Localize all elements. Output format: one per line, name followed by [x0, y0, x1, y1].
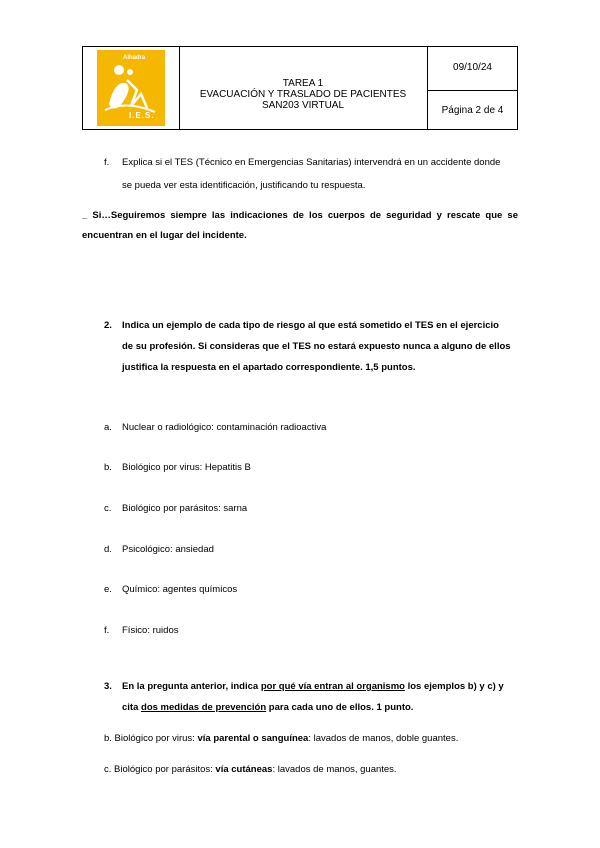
item-f-line1: Explica si el TES (Técnico en Emergencias Sanitarias) intervendrá en un accidente donde — [122, 157, 501, 168]
answer-f-line1: _ Si…Seguiremos siempre las indicaciones de los cuerpos de seguridad y rescate que se — [82, 210, 518, 221]
item-f-marker: f. — [104, 157, 110, 168]
header-table — [82, 46, 518, 130]
course-code: SAN203 VIRTUAL — [261, 100, 345, 111]
risk-b-marker: b. — [104, 462, 112, 473]
answer-f-line2: encuentran en el lugar del incidente. — [82, 230, 247, 241]
answer3-c — [104, 764, 397, 776]
answer3-b — [104, 733, 458, 745]
logo-text-bottom: I.E.S. — [129, 111, 155, 120]
answer3-b-prefix: b. Biológico por virus: — [104, 733, 198, 744]
q3-line2 — [122, 702, 413, 714]
risk-c-text: Biológico por parásitos: sarna — [122, 503, 248, 514]
date-cell — [428, 47, 517, 91]
q2-number: 2. — [104, 320, 112, 331]
q3-line2-underlined: dos medidas de prevención — [141, 702, 267, 713]
q3-line1 — [122, 681, 504, 693]
date-text: 09/10/24 — [453, 62, 492, 73]
risk-d-marker: d. — [104, 544, 112, 555]
risk-a-text: Nuclear o radiológico: contaminación radioactiva — [122, 422, 327, 433]
risk-e-text: Químico: agentes químicos — [122, 584, 238, 595]
q3-number: 3. — [104, 681, 112, 692]
q2-line2: de su profesión. Si consideras que el TES no estará expuesto nunca a alguno de ellos — [122, 341, 511, 352]
q3-line1-a: En la pregunta anterior, indica — [122, 681, 261, 692]
risk-f-text: Físico: ruidos — [122, 625, 179, 636]
answer3-b-rest: : lavados de manos, doble guantes. — [308, 733, 459, 744]
risk-b-text: Biológico por virus: Hepatitis B — [122, 462, 251, 473]
risk-f-marker: f. — [104, 625, 110, 636]
answer3-c-route: vía cutáneas — [215, 764, 273, 775]
school-logo-cell — [83, 47, 180, 129]
risk-a-marker: a. — [104, 422, 112, 433]
q3-line2-b: para cada uno de ellos. 1 punto. — [266, 702, 414, 713]
answer3-c-prefix: c. Biológico por parásitos: — [104, 764, 216, 775]
task-subtitle: EVACUACIÓN Y TRASLADO DE PACIENTES — [199, 89, 407, 100]
answer3-b-route: vía parental o sanguínea — [197, 733, 309, 744]
answer3-c-rest: : lavados de manos, guantes. — [272, 764, 397, 775]
logo-text-top: Alhadra — [123, 55, 146, 61]
risk-e-marker: e. — [104, 584, 112, 595]
q3-line1-underlined: por qué vía entran al organismo — [260, 681, 405, 692]
task-title: TAREA 1 — [282, 78, 324, 89]
header-title-cell — [179, 47, 428, 129]
page-number: Página 2 de 4 — [441, 105, 504, 116]
q2-line1: Indica un ejemplo de cada tipo de riesgo al que está sometido el TES en el ejercicio — [122, 320, 499, 331]
item-f-line2: se pueda ver esta identificación, justificando tu respuesta. — [122, 180, 366, 191]
q3-line1-b: los ejemplos b) y c) y — [404, 681, 504, 692]
q2-line3: justifica la respuesta en el apartado correspondiente. 1,5 puntos. — [122, 362, 416, 373]
q3-line2-a: cita — [122, 702, 142, 713]
risk-c-marker: c. — [104, 503, 112, 514]
risk-d-text: Psicológico: ansiedad — [122, 544, 214, 555]
page-cell — [428, 91, 517, 129]
